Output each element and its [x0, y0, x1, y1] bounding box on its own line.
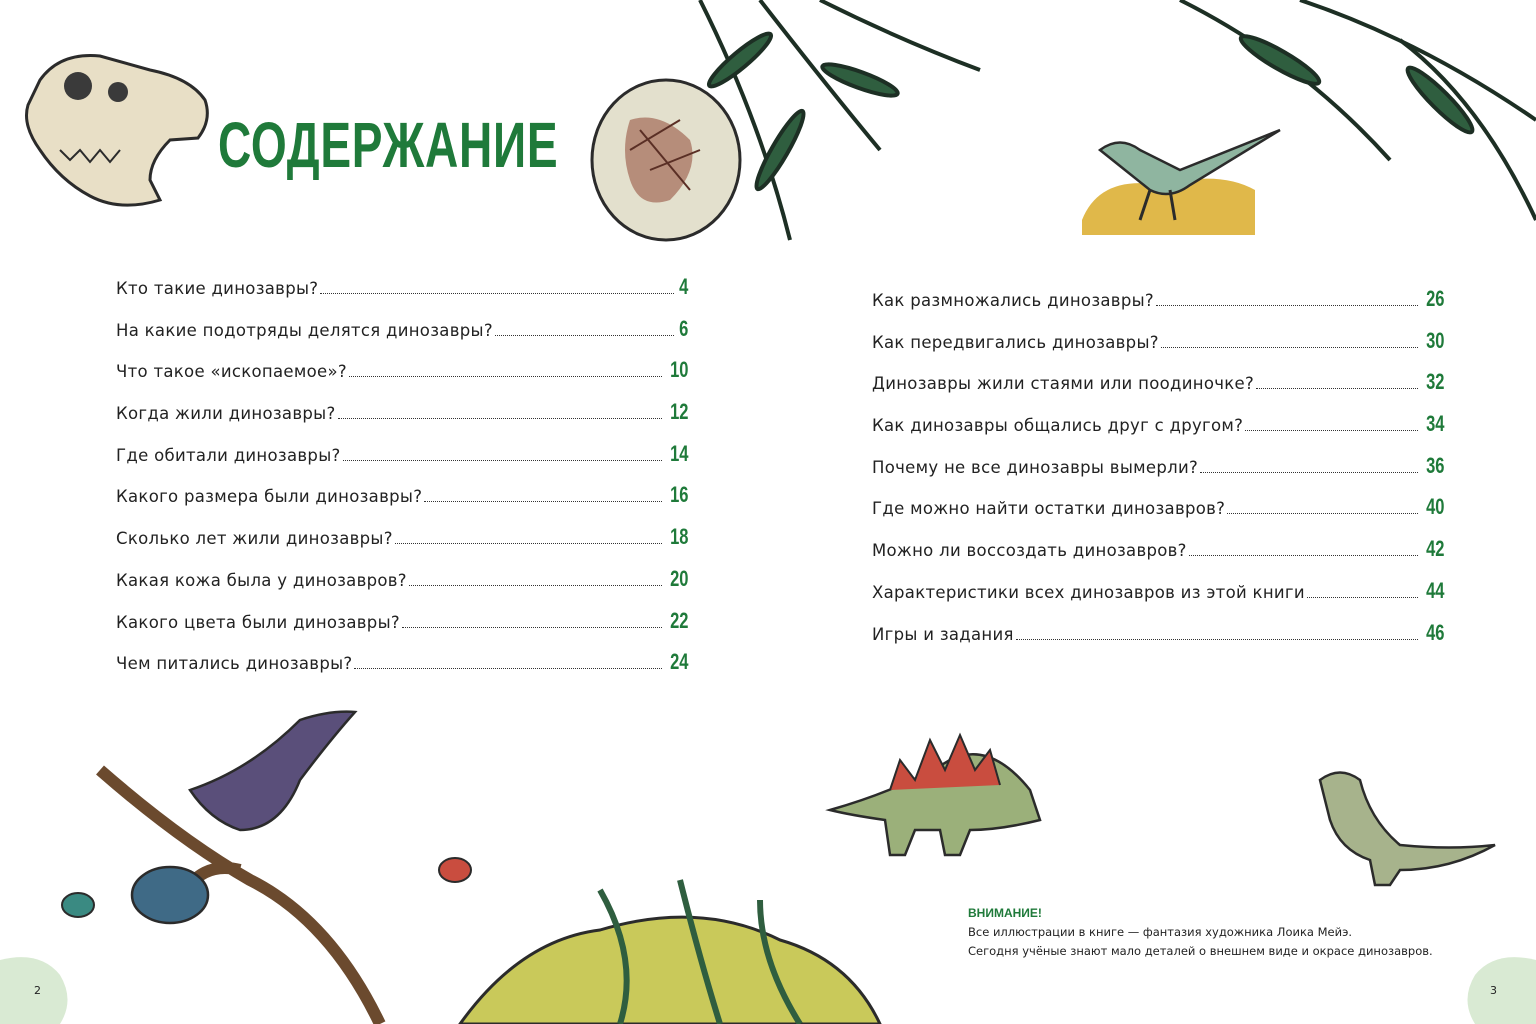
toc-entry[interactable] [872, 369, 1444, 411]
toc-leader-dots [1016, 639, 1418, 640]
toc-entry-title: Где можно найти остатки динозавров? [872, 499, 1226, 519]
toc-entry[interactable] [872, 453, 1444, 495]
toc-leader-dots [395, 543, 662, 544]
toc-entry[interactable] [116, 649, 688, 691]
toc-entry-title: Почему не все динозавры вымерли? [872, 457, 1199, 477]
toc-entry-title: Где обитали динозавры? [116, 445, 341, 465]
toc-entry-title: Игры и задания [872, 624, 1014, 644]
page-number-right: 3 [1490, 984, 1497, 997]
toc-entry[interactable] [872, 578, 1444, 620]
toc-leader-dots [1307, 597, 1418, 598]
toc-entry-title: Можно ли воссоздать динозавров? [872, 541, 1187, 561]
notice-heading: ВНИМАНИЕ! [968, 906, 1042, 920]
toc-leader-dots [1156, 305, 1418, 306]
toc-entry[interactable] [116, 566, 688, 608]
toc-entry-title: Какого размера были динозавры? [116, 487, 423, 507]
notice-line-2: Сегодня учёные знают мало деталей о внешнем виде и окрасе динозавров. [968, 944, 1433, 958]
page-title: СОДЕРЖАНИЕ [218, 109, 559, 181]
toc-page-number: 44 [1425, 577, 1444, 603]
birds-on-tree-illustration [62, 712, 471, 1024]
toc-entry-title: Что такое «ископаемое»? [116, 362, 347, 382]
toc-leader-dots [402, 627, 662, 628]
toc-entry[interactable] [116, 399, 688, 441]
toc-entry-title: Динозавры жили стаями или поодиночке? [872, 374, 1255, 394]
toc-page-number: 10 [669, 357, 688, 383]
toc-entry[interactable] [116, 524, 688, 566]
toc-leader-dots [424, 501, 661, 502]
toc-entry-title: На какие подотряды делятся динозавры? [116, 320, 493, 340]
toc-entry[interactable] [116, 316, 688, 358]
page-corner-right [1468, 957, 1536, 1024]
toc-leader-dots [354, 668, 661, 669]
toc-leader-dots [1161, 347, 1418, 348]
toc-leader-dots [495, 335, 674, 336]
toc-right-column [872, 286, 1444, 661]
toc-page-number: 24 [669, 649, 688, 675]
toc-leader-dots [1256, 388, 1417, 389]
notice-line-1: Все иллюстрации в книге — фантазия художника Лоика Мейэ. [968, 925, 1353, 939]
toc-page-number: 22 [669, 607, 688, 633]
toc-leader-dots [1245, 430, 1417, 431]
bush-illustration [460, 880, 880, 1024]
toc-entry-title: Как динозавры общались друг с другом? [872, 416, 1244, 436]
toc-page-number: 14 [669, 440, 688, 466]
toc-entry[interactable] [116, 441, 688, 483]
toc-entry-title: Когда жили динозавры? [116, 404, 336, 424]
toc-entry[interactable] [872, 286, 1444, 328]
toc-leader-dots [1189, 555, 1418, 556]
toc-entry[interactable] [872, 328, 1444, 370]
toc-page-number: 4 [678, 274, 688, 299]
toc-entry[interactable] [116, 274, 688, 316]
toc-entry-title: Как передвигались динозавры? [872, 332, 1159, 352]
toc-leader-dots [409, 585, 662, 586]
toc-page-number: 32 [1425, 369, 1444, 395]
toc-page-number: 20 [669, 565, 688, 591]
toc-entry-title: Как размножались динозавры? [872, 291, 1154, 310]
toc-page-number: 40 [1425, 494, 1444, 520]
toc-entry-title: Характеристики всех динозавров из этой книги [872, 582, 1305, 602]
toc-leader-dots [349, 376, 662, 377]
toc-page-number: 30 [1425, 327, 1444, 353]
toc-leader-dots [343, 460, 662, 461]
toc-leader-dots [338, 418, 662, 419]
toc-entry-title: Чем питались динозавры? [116, 654, 353, 674]
toc-page-number: 18 [669, 524, 688, 550]
toc-entry[interactable] [116, 357, 688, 399]
page-number-left: 2 [34, 984, 41, 997]
toc-entry[interactable] [872, 536, 1444, 578]
toc-entry-title: Какая кожа была у динозавров? [116, 570, 407, 590]
toc-page-number: 42 [1425, 536, 1444, 562]
notice-box [968, 904, 1433, 961]
toc-page-number: 16 [669, 482, 688, 508]
toc-leader-dots [320, 293, 673, 294]
stegosaurus-illustration [830, 735, 1040, 855]
toc-leader-dots [1200, 472, 1417, 473]
toc-entry[interactable] [872, 411, 1444, 453]
toc-page-number: 26 [1425, 286, 1444, 311]
toc-entry-title: Какого цвета были динозавры? [116, 612, 400, 632]
toc-page-number: 46 [1425, 619, 1444, 645]
toc-page-number: 12 [669, 399, 688, 425]
toc-entry[interactable] [116, 482, 688, 524]
toc-entry[interactable] [872, 494, 1444, 536]
pachycephalosaurus-illustration [1320, 773, 1495, 886]
toc-left-column [116, 274, 688, 691]
raptor-illustration [1082, 130, 1280, 235]
toc-leader-dots [1227, 513, 1417, 514]
toc-entry[interactable] [872, 620, 1444, 662]
toc-entry-title: Кто такие динозавры? [116, 279, 319, 298]
toc-page-number: 34 [1425, 411, 1444, 437]
toc-page-number: 6 [678, 315, 688, 341]
toc-entry[interactable] [116, 608, 688, 650]
trex-skull-illustration [27, 56, 208, 206]
toc-page-number: 36 [1425, 452, 1444, 478]
fossil-stone-illustration [592, 80, 740, 240]
toc-entry-title: Сколько лет жили динозавры? [116, 529, 393, 549]
